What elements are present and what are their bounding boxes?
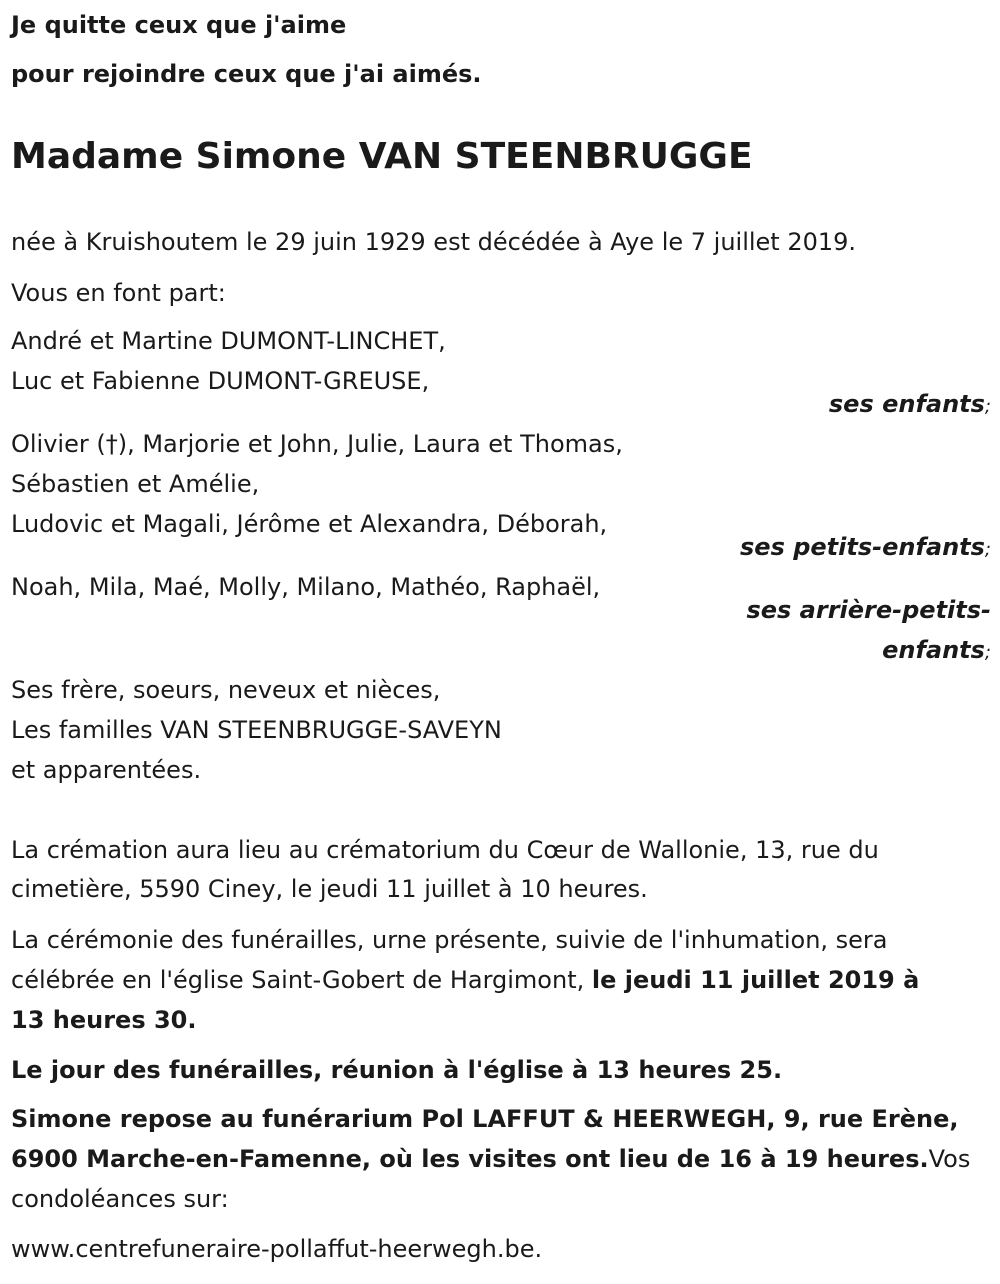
cremation-line-2: cimetière, 5590 Ciney, le jeudi 11 juillet à 10 heures. [11,875,648,903]
cremation-line-1: La crémation aura lieu au crématorium du Cœur de Wallonie, 13, rue du [11,836,879,864]
grandchildren-line-3: Ludovic et Magali, Jérôme et Alexandra, Déborah, [11,510,608,538]
children-line-2: Luc et Fabienne DUMONT-GREUSE, [11,367,430,395]
funerarium-line-3: condoléances sur: [11,1185,229,1213]
great-grandchildren-label-2 [882,635,991,668]
children-label [829,389,991,422]
ceremony-line-3: 13 heures 30. [11,1006,197,1034]
children-label-sep: ; [984,396,991,417]
ceremony-date-bold: le jeudi 11 juillet 2019 à [591,966,920,994]
quote-line-2: pour rejoindre ceux que j'ai aimés. [11,60,482,88]
intro-text: Vous en font part: [11,279,226,307]
funerarium-line-2 [11,1144,970,1174]
grandchildren-label [740,532,991,565]
family-line-1: Ses frère, soeurs, neveux et nièces, [11,676,441,704]
great-grandchildren-label-text: enfants [882,636,985,664]
great-grandchildren-line-1: Noah, Mila, Maé, Molly, Milano, Mathéo, Raphaël, [11,573,601,601]
website-link[interactable]: www.centrefuneraire-pollaffut-heerwegh.be. [11,1235,543,1263]
great-grandchildren-label-1: ses arrière-petits- [746,596,991,624]
ceremony-line-2 [11,965,919,995]
birth-death-text: née à Kruishoutem le 29 juin 1929 est décédée à Aye le 7 juillet 2019. [11,228,857,256]
grandchildren-line-2: Sébastien et Amélie, [11,470,260,498]
family-line-2: Les familles VAN STEENBRUGGE-SAVEYN [11,716,502,744]
funerarium-visits-bold: 6900 Marche-en-Famenne, où les visites ont lieu de 16 à 19 heures. [11,1145,929,1173]
grandchildren-label-text: ses petits-enfants [740,533,985,561]
family-line-3: et apparentées. [11,756,202,784]
ceremony-line-1: La cérémonie des funérailles, urne présente, suivie de l'inhumation, sera [11,926,888,954]
children-line-1: André et Martine DUMONT-LINCHET, [11,327,446,355]
great-grandchildren-label-sep: ; [984,642,991,663]
quote-line-1: Je quitte ceux que j'aime [11,11,347,39]
funerarium-line-2-normal: Vos [928,1145,971,1173]
children-label-text: ses enfants [828,390,985,418]
deceased-name: Madame Simone VAN STEENBRUGGE [11,136,753,177]
meeting-text: Le jour des funérailles, réunion à l'église à 13 heures 25. [11,1056,783,1084]
grandchildren-label-sep: ; [984,539,991,560]
grandchildren-line-1: Olivier (†), Marjorie et John, Julie, Laura et Thomas, [11,430,623,458]
funerarium-line-1: Simone repose au funérarium Pol LAFFUT & HEERWEGH, 9, rue Erène, [11,1105,959,1133]
ceremony-line-2-normal: célébrée en l'église Saint-Gobert de Hargimont, [11,966,592,994]
